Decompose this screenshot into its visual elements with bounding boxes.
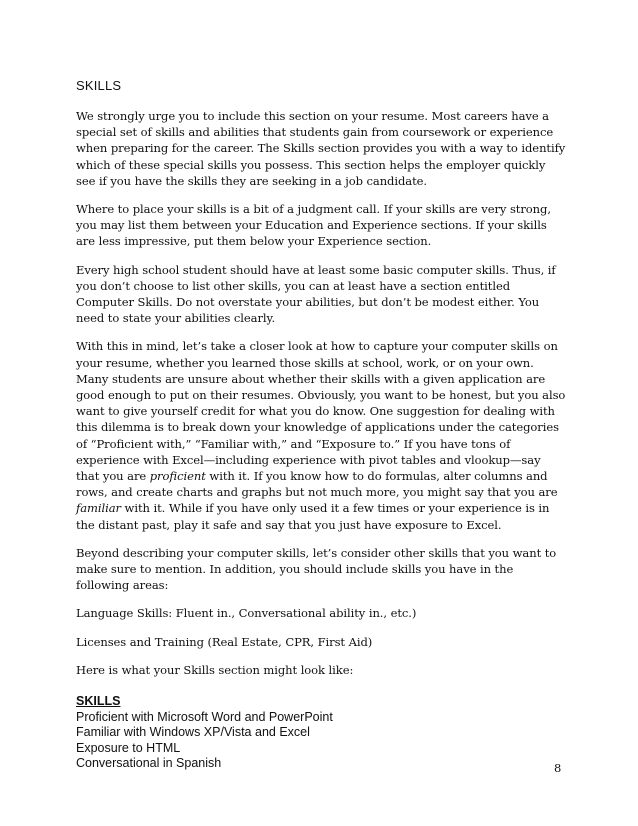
example-skill-line: Conversational in Spanish <box>76 756 222 771</box>
paragraph-text-segment: With this in mind, let’s take a closer look at how to capture your computer skills on your resume, whether you learned those skills at school, work, or on your own. Many students are unsure about whether their skills with a given application are good enough to put on their resumes. Obviously, you want to be honest, but you also want to give yourself credit for what you do know. One suggestion for dealing with this dilemma is to break down your knowledge of applications under the categories of “Proficient with,” “Familiar with,” and “Exposure to.” If you have tons of experience with Excel—including experience with pivot tables and vlookup—say that you are <box>76 339 566 484</box>
paragraph-placement: Where to place your skills is a bit of a judgment call. If your skills are very strong, you may list them between your Education and Experience sections. If your skills are less impressive, put them below your Experience section. <box>76 202 551 249</box>
paragraph-example-intro: Here is what your Skills section might look like: <box>76 662 354 677</box>
emphasis-proficient: proficient <box>149 469 206 484</box>
example-skill-line: Exposure to HTML <box>76 740 181 755</box>
example-heading: SKILLS <box>76 694 121 709</box>
paragraph-language-skills: Language Skills: Fluent in., Conversational ability in., etc.) <box>76 606 417 621</box>
example-skill-line: Proficient with Microsoft Word and PowerPoint <box>76 709 333 724</box>
paragraph-computer-skills: Every high school student should have at least some basic computer skills. Thus, if you don’t choose to list other skills, you can at least have a section entitled Computer Skills. Do not overstate your abilities, but don’t be modest either. You need to state your abilities clearly. <box>76 262 556 326</box>
section-heading: SKILLS <box>76 78 122 93</box>
paragraph-text-segment: with it. While if you have only used it a few times or your experience is in the distant past, play it safe and say that you just have exposure to Excel. <box>76 501 550 532</box>
page-number: 8 <box>554 761 562 775</box>
example-skills-section <box>76 694 566 772</box>
example-skill-line: Familiar with Windows XP/Vista and Excel <box>76 725 310 740</box>
paragraph-other-skills: Beyond describing your computer skills, let’s consider other skills that you want to make sure to mention. In addition, you should include skills you have in the following areas: <box>76 545 557 593</box>
paragraph-text-segment: with it. If you know how to do formulas, alter columns and rows, and create charts and graphs but not much more, you might say that you are <box>76 469 558 500</box>
emphasis-familiar: familiar <box>76 501 121 516</box>
paragraph-intro: We strongly urge you to include this section on your resume. Most careers have a special set of skills and abilities that students gain from coursework or experience when preparing for the career. The Skills section provides you with a way to identify which of these special skills you possess. This section helps the employer quickly see if you have the skills they are seeking in a job candidate. <box>76 109 566 188</box>
paragraph-licenses: Licenses and Training (Real Estate, CPR, First Aid) <box>76 634 373 649</box>
document-page <box>76 78 566 772</box>
paragraph-capture-skills <box>76 338 566 532</box>
